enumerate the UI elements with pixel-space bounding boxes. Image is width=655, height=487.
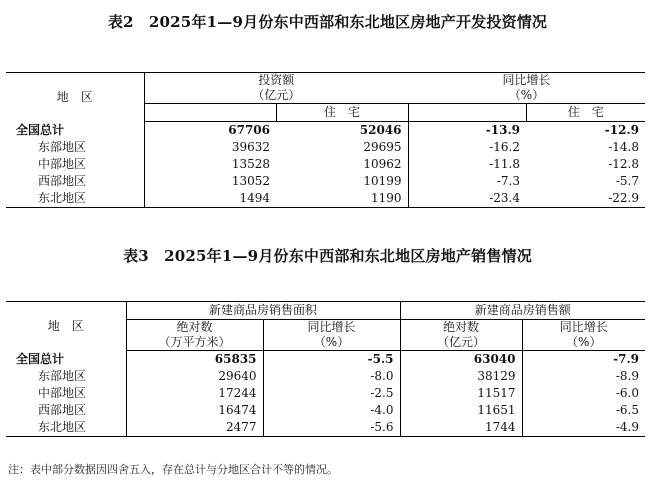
sales-unit-label: （亿元） bbox=[436, 335, 485, 349]
area-cell: 2477 bbox=[126, 419, 263, 437]
table-row bbox=[6, 402, 645, 419]
investment-header-label: 投资额 bbox=[258, 73, 295, 87]
yoy-header bbox=[408, 73, 645, 104]
yoy-residential-cell: -5.7 bbox=[615, 174, 639, 188]
sales-cell: 63040 bbox=[400, 351, 522, 369]
sales-abs-header bbox=[400, 320, 522, 351]
area-yoy-cell: -8.0 bbox=[263, 368, 400, 385]
table-row bbox=[6, 173, 645, 190]
residential-cell: 29695 bbox=[276, 139, 408, 156]
yoy-residential-cell: -12.8 bbox=[608, 157, 639, 171]
sales-cell: 11517 bbox=[400, 385, 522, 402]
table-row bbox=[6, 156, 645, 173]
area-cell: 29640 bbox=[126, 368, 263, 385]
area-yoy-cell: -2.5 bbox=[263, 385, 400, 402]
yoy-cell: -11.8 bbox=[489, 157, 520, 171]
area-yoy-cell: -4.0 bbox=[263, 402, 400, 419]
region-header: 地 区 bbox=[6, 73, 144, 122]
row-region: 东北地区 bbox=[6, 419, 126, 437]
investment-header bbox=[144, 73, 408, 104]
yoy-spacer bbox=[408, 104, 526, 122]
area-unit-label: （万平方米） bbox=[158, 335, 231, 349]
table-row bbox=[6, 122, 645, 140]
row-region: 东部地区 bbox=[6, 139, 144, 156]
sales-cell: 38129 bbox=[400, 368, 522, 385]
yoy-cell: -16.2 bbox=[489, 140, 520, 154]
area-yoy-cell: -5.6 bbox=[263, 419, 400, 437]
row-region: 东部地区 bbox=[6, 368, 126, 385]
region-header: 地 区 bbox=[6, 302, 126, 351]
yoy-cell: -13.9 bbox=[485, 123, 520, 137]
sales-yoy-cell: -6.0 bbox=[615, 386, 639, 400]
area-yoy-header bbox=[263, 320, 400, 351]
area-cell: 65835 bbox=[126, 351, 263, 369]
area-cell: 17244 bbox=[126, 385, 263, 402]
sales-yoy-label: 同比增长 bbox=[559, 320, 608, 334]
area-yoy-cell: -5.5 bbox=[263, 351, 400, 369]
sales-pct-label: （%） bbox=[566, 335, 602, 349]
table2-header-row-1 bbox=[6, 73, 645, 104]
sales-yoy-header bbox=[522, 320, 645, 351]
row-region: 中部地区 bbox=[6, 385, 126, 402]
residential-cell: 52046 bbox=[276, 122, 408, 140]
investment-cell: 1494 bbox=[144, 190, 276, 208]
sales-yoy-cell: -4.9 bbox=[522, 419, 645, 437]
table2-title: 表2 2025年1—9月份东中西部和东北地区房地产开发投资情况 bbox=[107, 13, 548, 31]
table-row bbox=[6, 139, 645, 156]
table-row bbox=[6, 351, 645, 369]
sales-yoy-cell: -8.9 bbox=[615, 369, 639, 383]
investment-cell: 39632 bbox=[231, 140, 270, 154]
sales-table bbox=[6, 301, 645, 437]
yoy-residential-cell: -14.8 bbox=[608, 140, 639, 154]
yoy-cell: -23.4 bbox=[408, 190, 526, 208]
yoy-header-unit: （%） bbox=[508, 88, 545, 102]
yoy-residential-header: 住 宅 bbox=[526, 104, 645, 122]
area-group-header: 新建商品房销售面积 bbox=[126, 302, 400, 320]
yoy-cell: -7.3 bbox=[496, 174, 520, 188]
sales-group-header: 新建商品房销售额 bbox=[400, 302, 645, 320]
residential-cell: 1190 bbox=[276, 190, 408, 208]
area-abs-header bbox=[126, 320, 263, 351]
table-row bbox=[6, 368, 645, 385]
sales-yoy-cell: -6.5 bbox=[615, 403, 639, 417]
row-region: 全国总计 bbox=[6, 122, 144, 140]
yoy-residential-cell: -22.9 bbox=[526, 190, 645, 208]
investment-cell: 13528 bbox=[231, 157, 270, 171]
table3-header-row-1 bbox=[6, 302, 645, 320]
area-pct-label: （%） bbox=[313, 335, 350, 349]
investment-cell: 13052 bbox=[231, 174, 270, 188]
sales-yoy-cell: -7.9 bbox=[613, 352, 639, 366]
yoy-header-label: 同比增长 bbox=[502, 73, 551, 87]
area-yoy-label: 同比增长 bbox=[307, 320, 356, 334]
area-abs-label: 绝对数 bbox=[176, 320, 213, 334]
row-region: 东北地区 bbox=[6, 190, 144, 208]
sales-abs-label: 绝对数 bbox=[442, 320, 479, 334]
sales-cell: 11651 bbox=[400, 402, 522, 419]
row-region: 全国总计 bbox=[6, 351, 126, 369]
table-row bbox=[6, 385, 645, 402]
investment-spacer bbox=[144, 104, 276, 122]
footnote: 注：表中部分数据因四舍五入，存在总计与分地区合计不等的情况。 bbox=[8, 463, 338, 476]
row-region: 西部地区 bbox=[6, 173, 144, 190]
residential-cell: 10199 bbox=[276, 173, 408, 190]
residential-cell: 10962 bbox=[276, 156, 408, 173]
row-region: 西部地区 bbox=[6, 402, 126, 419]
yoy-residential-cell: -12.9 bbox=[604, 123, 639, 137]
table-row bbox=[6, 190, 645, 208]
sales-cell: 1744 bbox=[400, 419, 522, 437]
table3-title: 表3 2025年1—9月份东中西部和东北地区房地产销售情况 bbox=[123, 247, 532, 265]
residential-header: 住 宅 bbox=[276, 104, 408, 122]
row-region: 中部地区 bbox=[6, 156, 144, 173]
area-cell: 16474 bbox=[126, 402, 263, 419]
investment-cell: 67706 bbox=[228, 123, 270, 137]
investment-header-unit: （亿元） bbox=[252, 88, 301, 102]
investment-table bbox=[6, 72, 645, 208]
table-row bbox=[6, 419, 645, 437]
